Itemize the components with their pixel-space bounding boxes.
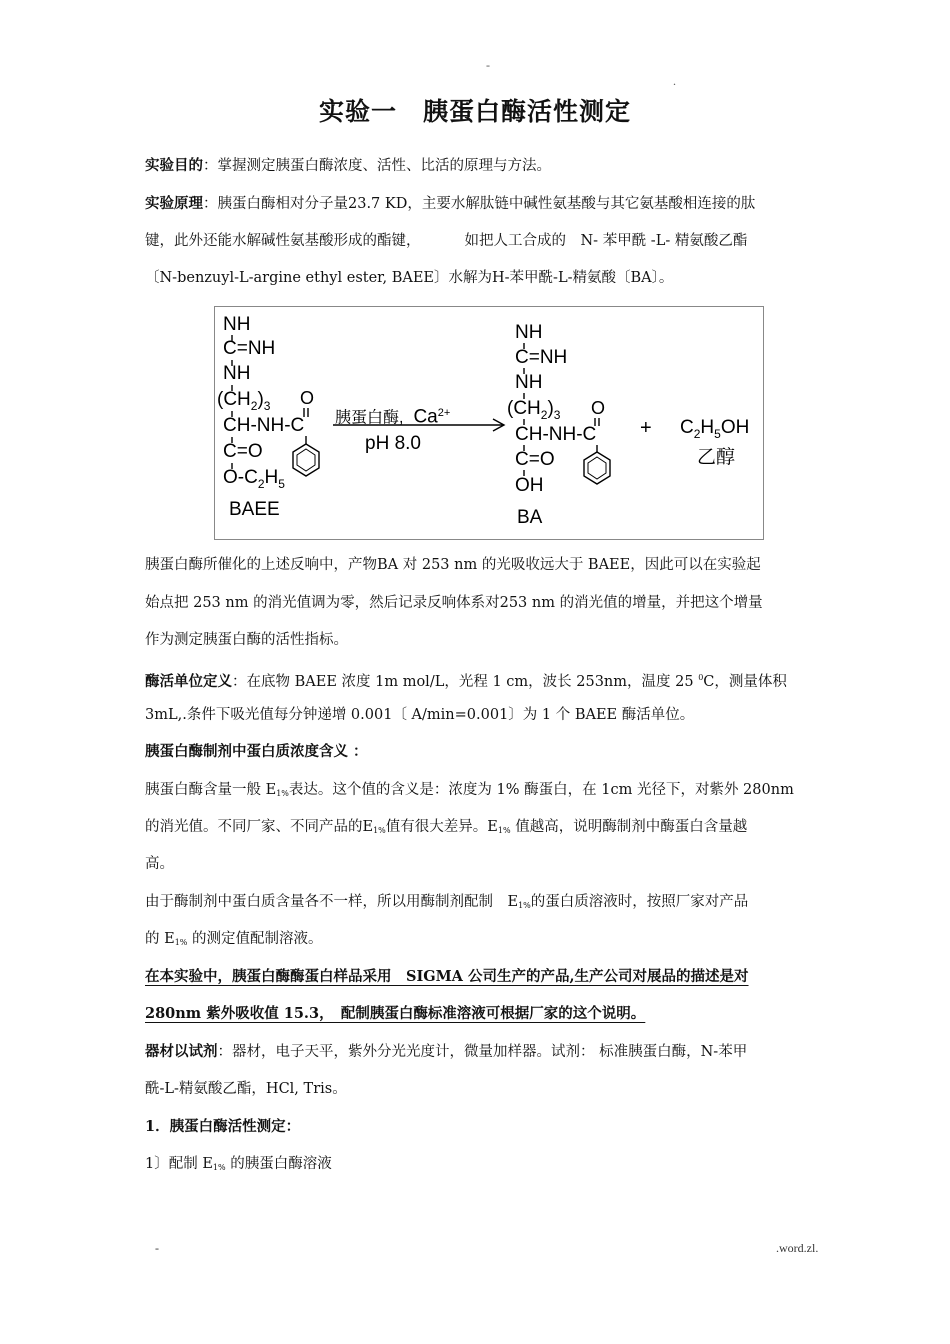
ethanol-name: 乙醇	[697, 447, 736, 468]
step-1-line: 1〕配制 $E_{1\%}$ 的胰蛋白酶溶液	[145, 1156, 332, 1172]
arrow-enzyme-label: 胰蛋白酶, $Ca^{2+}$	[335, 406, 451, 428]
footer-left-mark: -	[155, 1241, 159, 1255]
principle-line-2	[145, 231, 840, 251]
figure-para-line-3: 作为测定胰蛋白酶的活性指标。	[145, 632, 348, 648]
ba-ch2: $(CH_2)_3$	[507, 398, 561, 422]
ba-o-top: O	[591, 398, 606, 418]
title-part2: 胰蛋白酶活性测定	[423, 97, 632, 126]
baee-c-o: C=O	[223, 441, 263, 462]
principle-text-2b: 如把人工合成的 N- 苯甲酰 -L- 精氨酸乙酯	[464, 233, 748, 249]
unit-def-line-1: 酶活单位定义：在底物 BAEE 浓度 1m mol/L，光程 1 cm，波长 253nm，温度 25 $^0$C，测量体积	[145, 672, 787, 690]
figure-para-line-1: 胰蛋白酶所催化的上述反响中，产物BA 对 253 nm 的光吸收远大于 BAEE，因此可以在实验起	[145, 557, 761, 573]
section-1-heading: 1．胰蛋白酶活性测定：	[145, 1118, 301, 1135]
baee-o-top: O	[300, 388, 315, 408]
principle-text-1: ：胰蛋白酶相对分子量23.7 KD，主要水解肽链中碱性氨基酸与其它氨基酸相连接的肽	[203, 196, 756, 212]
baee-benzene-inner	[297, 449, 315, 471]
baee-name: BAEE	[229, 499, 280, 520]
baee-ch-nh-c: CH-NH-C	[223, 415, 305, 436]
ba-nh: NH	[515, 372, 543, 393]
equipment-label: 器材以试剂	[145, 1043, 218, 1060]
reaction-figure	[214, 306, 764, 540]
header-mark: -	[486, 58, 490, 72]
plus-sign: +	[640, 417, 652, 439]
principle-label: 实验原理	[145, 195, 203, 212]
title-part1: 实验一	[318, 97, 397, 126]
diff-para-line-2: 的 $E_{1\%}$ 的测定值配制溶液。	[145, 931, 323, 947]
equipment-line-2: 酰-L-精氨酸乙酯，HCl, Tris。	[145, 1081, 347, 1097]
ba-oh: OH	[515, 475, 544, 496]
ba-c-nh: C=NH	[515, 347, 568, 368]
ba-nh-top: NH	[515, 322, 543, 343]
principle-text-2a: 键，此外还能水解碱性氨基酸形成的酯键，	[145, 233, 421, 249]
protein-conc-heading: 胰蛋白酶制剂中蛋白质浓度含义 ：	[145, 743, 368, 760]
reaction-bonds-svg	[215, 307, 763, 539]
header-dot: .	[673, 74, 676, 88]
principle-line-1	[145, 194, 840, 214]
note-line-1: 在本实验中，胰蛋白酶酶蛋白样品采用 SIGMA 公司生产的产品,生产公司对展品的描述是对	[145, 968, 749, 985]
baee-o-c2h5: $O-C_2H_5$	[223, 467, 285, 491]
baee-nh: NH	[223, 363, 251, 384]
note-line-2: 280nm 紫外吸收值 15.3， 配制胰蛋白酶标准溶液可根据厂家的这个说明。	[145, 1005, 646, 1022]
equipment-line-1: 器材以试剂：器材，电子天平，紫外分光光度计，微量加样器。试剂： 标准胰蛋白酶，N-苯甲	[145, 1043, 748, 1060]
ba-benzene-inner	[588, 457, 606, 479]
baee-nh-top: NH	[223, 314, 251, 335]
purpose-line	[145, 156, 840, 176]
content-para-line-1: 胰蛋白酶含量一般 $E_{1\%}$表达。这个值的含义是：浓度为 1% 酶蛋白，在 1cm 光径下，对紫外 280nm	[145, 782, 794, 798]
arrow-ph-label: pH 8.0	[365, 433, 421, 454]
diff-para-line-1: 由于酶制剂中蛋白质含量各不一样，所以用酶制剂配制 $E_{1\%}$的蛋白质溶液时，按照厂家对产品	[145, 894, 749, 910]
unit-def-line-2: 3mL,.条件下吸光值每分钟递增 0.001〔 A/min=0.001〕为 1 个 BAEE 酶活单位。	[145, 707, 695, 723]
ba-ch-nh-c: CH-NH-C	[515, 424, 597, 445]
baee-ch2: $(CH_2)_3$	[217, 389, 271, 413]
ba-name: BA	[517, 507, 543, 528]
unit-def-label: 酶活单位定义	[145, 672, 232, 690]
footer-right-text: .word.zl.	[776, 1241, 819, 1255]
content-para-line-3: 高。	[145, 856, 174, 872]
page-title	[0, 92, 950, 128]
purpose-text: ：掌握测定胰蛋白酶浓度、活性、比活的原理与方法。	[203, 158, 551, 174]
principle-line-3: 〔N-benzuyl-L-argine ethyl ester, BAEE〕水解为H-苯甲酰-L-精氨酸〔BA〕。	[145, 270, 674, 286]
baee-c-nh: C=NH	[223, 338, 276, 359]
ethanol-formula: $C_2H_5OH$	[680, 417, 750, 441]
content-para-line-2: 的消光值。不同厂家、不同产品的$E_{1\%}$值有很大差异。$E_{1\%}$ 值越高，说明酶制剂中酶蛋白含量越	[145, 819, 748, 835]
figure-para-line-2: 始点把 253 nm 的消光值调为零，然后记录反响体系对253 nm 的消光值的增量，并把这个增量	[145, 595, 763, 611]
ba-c-o: C=O	[515, 449, 555, 470]
purpose-label: 实验目的	[145, 157, 203, 174]
